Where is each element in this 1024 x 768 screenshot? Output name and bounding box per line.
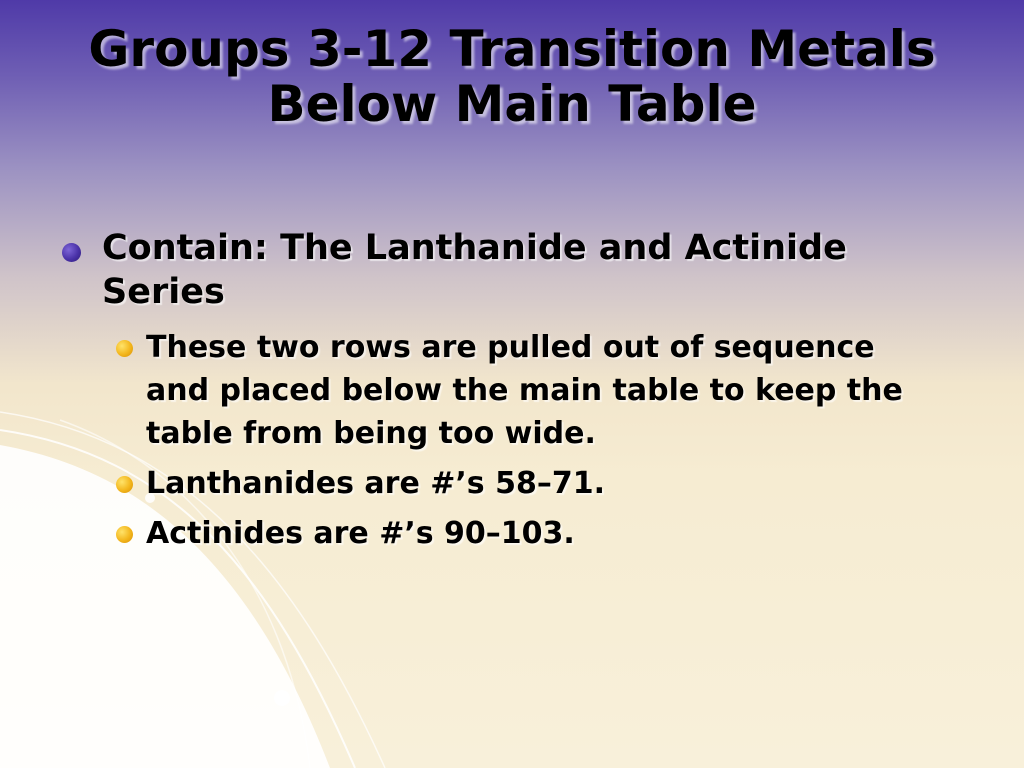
sub-bullet-text: These two rows are pulled out of sequence and placed below the main table to keep the table from being too wide. xyxy=(146,330,903,451)
slide-title xyxy=(0,22,1024,132)
sub-bullet-list xyxy=(62,326,962,555)
swoosh-sparkle xyxy=(274,690,290,706)
bullet-level-2 xyxy=(112,512,906,555)
sub-bullet-text: Lanthanides are #’s 58–71. xyxy=(146,466,605,501)
bullet-text: Contain: The Lanthanide and Actinide Series xyxy=(102,228,847,312)
sub-bullet-text: Actinides are #’s 90–103. xyxy=(146,516,575,551)
gold-dot-bullet-icon xyxy=(116,340,133,357)
gold-dot-bullet-icon xyxy=(116,476,133,493)
slide-title-line-1: Groups 3-12 Transition Metals xyxy=(88,20,936,78)
bullet-level-1 xyxy=(62,226,962,314)
bullet-level-2 xyxy=(112,462,906,505)
purple-dot-bullet-icon xyxy=(62,243,81,262)
bullet-level-2 xyxy=(112,326,906,455)
slide-body xyxy=(62,226,962,562)
gold-dot-bullet-icon xyxy=(116,526,133,543)
slide-title-line-2: Below Main Table xyxy=(267,75,757,133)
